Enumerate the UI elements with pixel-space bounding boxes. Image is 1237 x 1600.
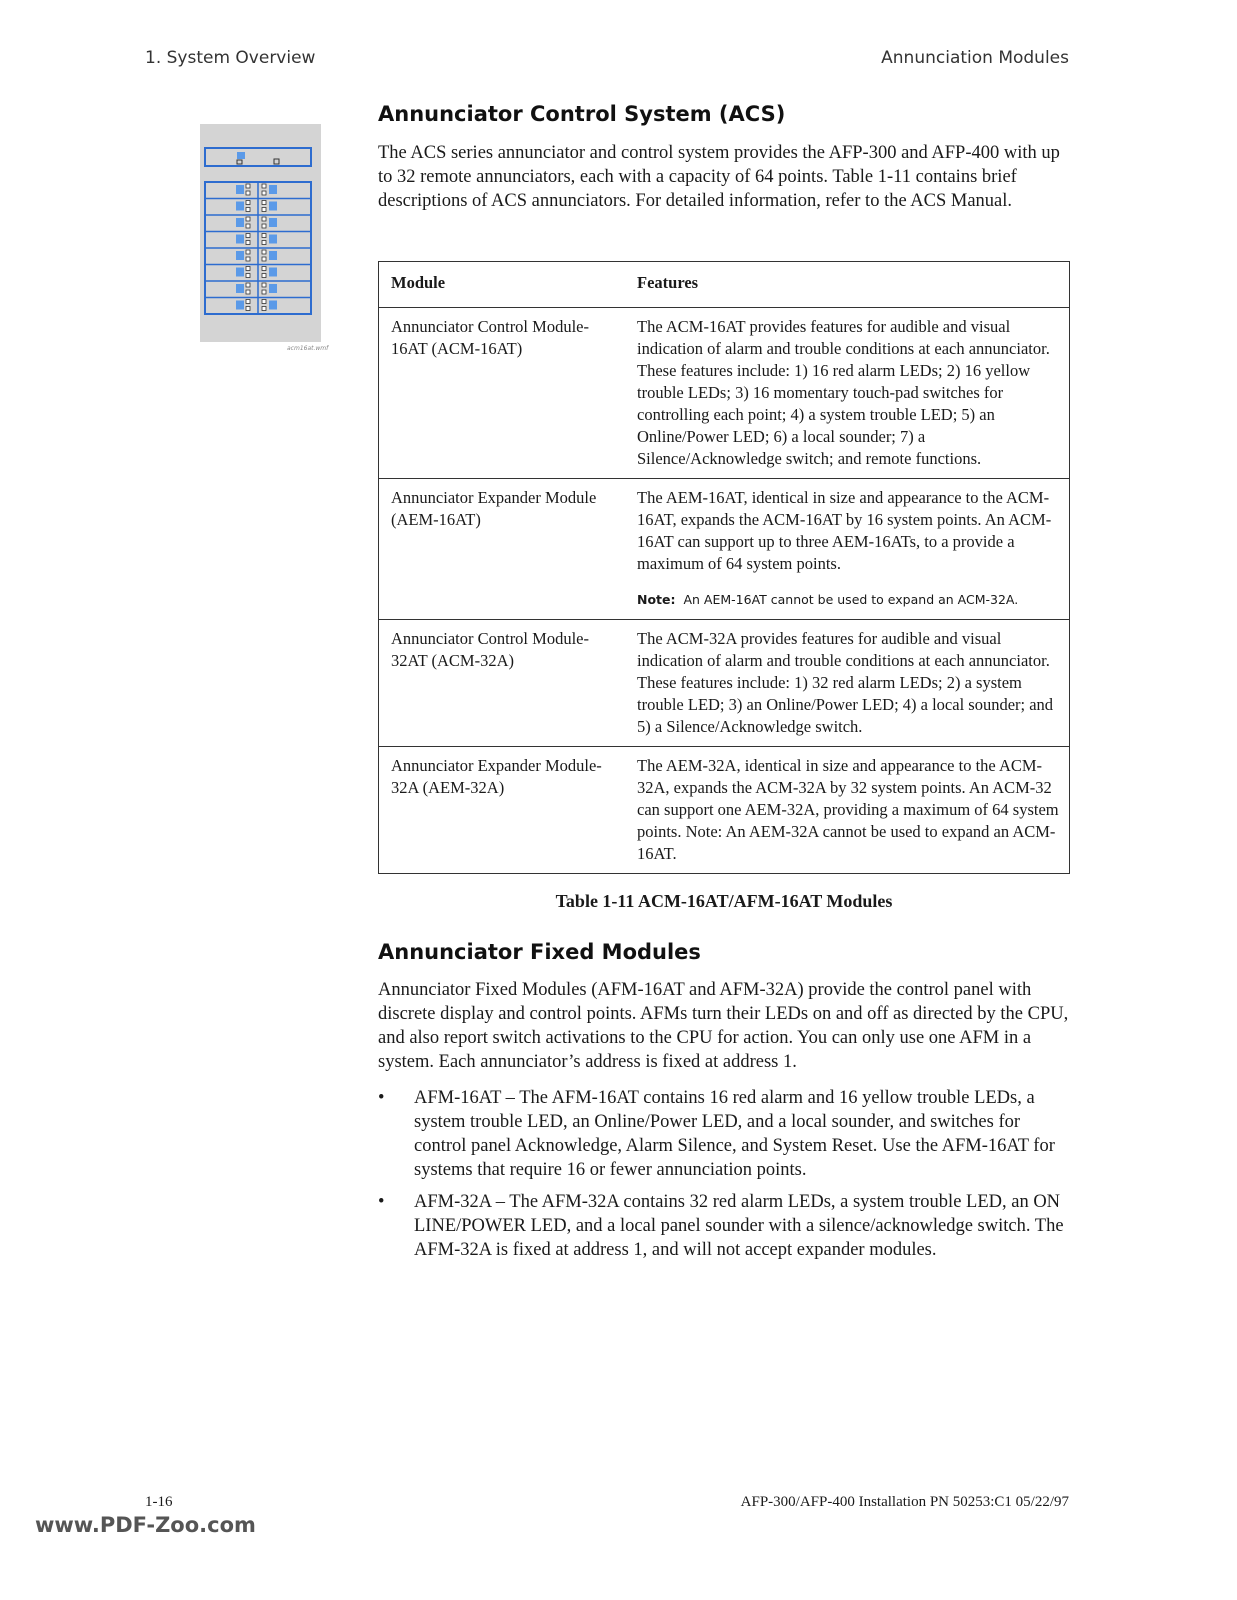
afm-heading: Annunciator Fixed Modules xyxy=(378,940,701,964)
header-chapter-title: Annunciation Modules xyxy=(881,48,1069,68)
bullet-icon: • xyxy=(378,1192,385,1212)
table-row xyxy=(379,620,1070,747)
table-cell-features: The ACM-32A provides features for audible and visual indication of alarm and trouble conditions at each annunciator. These features include: 1) 32 red alarm LEDs; 2) a system trouble LED; 3) an Online/Power LED; 4) a local sounder; and 5) a Silence/Acknowledge switch. xyxy=(625,620,1070,747)
list-item xyxy=(378,1190,1070,1262)
bullet-icon: • xyxy=(378,1088,385,1108)
table-header-row xyxy=(379,262,1070,308)
note-label: Note: xyxy=(637,592,676,607)
annunciator-illustration xyxy=(200,124,321,342)
table-caption: Table 1-11 ACM-16AT/AFM-16AT Modules xyxy=(555,891,893,911)
acs-heading: Annunciator Control System (ACS) xyxy=(378,102,786,126)
table-cell-module: Annunciator Control Module-32AT (ACM-32A) xyxy=(379,620,626,747)
afm-paragraph: Annunciator Fixed Modules (AFM-16AT and AFM-32A) provide the control panel with discrete display and control points. AFMs turn their LEDs on and off as directed by the CPU, and also report switch activations to the CPU for action. You can only use one AFM in a system. Each annunciator’s address is fixed at address 1. xyxy=(378,980,1069,1072)
table-row xyxy=(379,747,1070,874)
table-row xyxy=(379,479,1070,620)
note-text: An AEM-16AT cannot be used to expand an ACM-32A. xyxy=(683,592,1019,607)
list-item-text: AFM-32A – The AFM-32A contains 32 red alarm LEDs, a system trouble LED, an ON LINE/POWER LED, and a local panel sounder with a silence/acknowledge switch. The AFM-32A is fixed at address 1, and will not accept expander modules. xyxy=(414,1192,1064,1260)
table-cell-features: The AEM-16AT, identical in size and appearance to the ACM-16AT, expands the ACM-16AT by 16 system points. An ACM-16AT can support up to three AEM-16ATs, to a provide a maximum of 64 system points. xyxy=(637,488,1052,573)
list-item-text: AFM-16AT – The AFM-16AT contains 16 red alarm and 16 yellow trouble LEDs, a system trouble LED, an Online/Power LED, and a local sounder, and switches for control panel Acknowledge, Alarm Silence, and System Reset. Use the AFM-16AT for systems that require 16 or fewer annunciation points. xyxy=(414,1088,1055,1180)
afm-bullet-list xyxy=(378,1086,1070,1270)
table-cell-features: The ACM-16AT provides features for audible and visual indication of alarm and trouble conditions at each annunciator. These features include: 1) 16 red alarm LEDs; 2) 16 yellow trouble LEDs; 3) 16 momentary touch-pad switches for controlling each point; 4) a system trouble LED; 5) an Online/Power LED; 6) a local sounder; 7) a Silence/Acknowledge switch; and remote functions. xyxy=(625,308,1070,479)
modules-table xyxy=(378,261,1070,874)
table-cell-module: Annunciator Expander Module (AEM-16AT) xyxy=(379,479,626,620)
table-header-features: Features xyxy=(625,262,1070,308)
watermark-text: www.PDF-Zoo.com xyxy=(35,1513,256,1537)
table-cell-features: The AEM-32A, identical in size and appearance to the ACM-32A, expands the ACM-32A by 32 system points. An ACM-32 can support one AEM-32A, providing a maximum of 64 system points. Note: An AEM-32A cannot be used to expand an ACM-16AT. xyxy=(625,747,1070,874)
footer-page-number: 1-16 xyxy=(145,1494,173,1510)
table-note xyxy=(637,589,1069,611)
table-row xyxy=(379,308,1070,479)
table-cell-module: Annunciator Control Module-16AT (ACM-16AT) xyxy=(379,308,626,479)
figure-caption: acm16at.wmf xyxy=(287,345,329,352)
annunciator-panel-drawing xyxy=(200,124,321,342)
list-item xyxy=(378,1086,1070,1182)
table-header-module: Module xyxy=(379,262,626,308)
acs-paragraph: The ACS series annunciator and control system provides the AFP-300 and AFP-400 with up to 32 remote annunciators, each with a capacity of 64 points. Table 1-11 contains brief descriptions of ACS annunciators. For detailed information, refer to the ACS Manual. xyxy=(378,143,1060,211)
footer-document-info: AFP-300/AFP-400 Installation PN 50253:C1 05/22/97 xyxy=(740,1494,1069,1510)
table-cell-module: Annunciator Expander Module-32A (AEM-32A) xyxy=(379,747,626,874)
header-section-title: 1. System Overview xyxy=(145,48,316,68)
table-cell-features-with-note xyxy=(625,479,1070,620)
